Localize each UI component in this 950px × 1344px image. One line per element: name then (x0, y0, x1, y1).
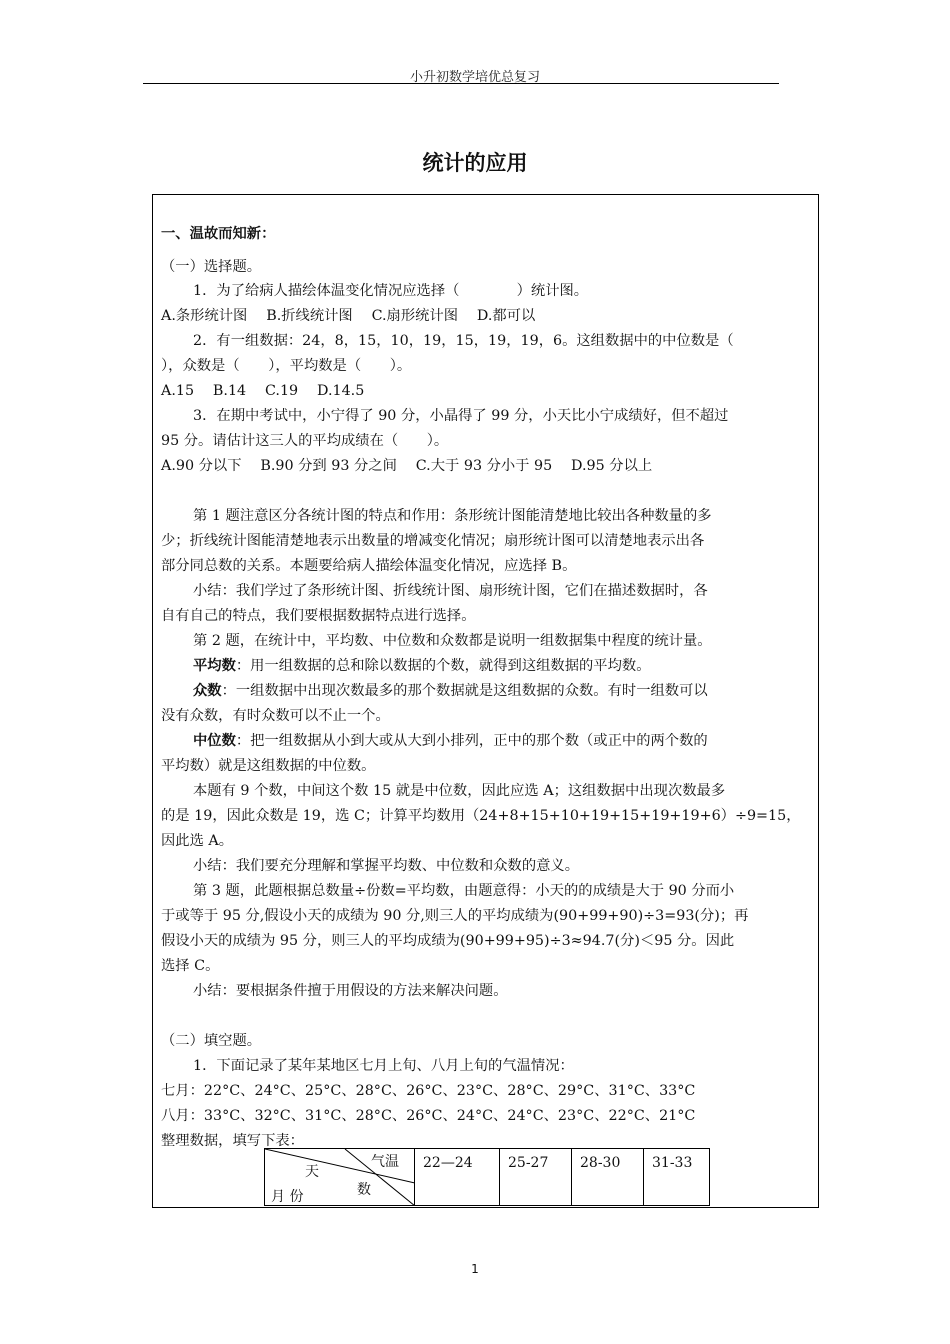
temperature-table (264, 1148, 710, 1206)
def-mode-line1 (193, 681, 708, 701)
question-1: 1．为了给病人描绘体温变化情况应选择（ ）统计图。 (193, 283, 589, 299)
explain-2: 第 2 题，在统计中，平均数、中位数和众数都是说明一组数据集中程度的统计量。 (193, 633, 712, 649)
term-average: 平均数 (193, 658, 236, 674)
table-col-3: 28-30 (572, 1149, 644, 1206)
def-mode-line2: 没有众数，有时众数可以不止一个。 (161, 708, 390, 724)
page-number: 1 (471, 1262, 479, 1276)
def-mode-text: ：一组数据中出现次数最多的那个数据就是这组数据的众数。有时一组数可以 (221, 683, 708, 699)
table-col-1: 22—24 (415, 1149, 500, 1206)
diag-label-month: 月 份 (271, 1189, 304, 1205)
question-2-line1: 2．有一组数据：24，8，15，10，19，15，19，19，6。这组数据中的中位数是（ (193, 333, 734, 349)
question-3-line1: 3．在期中考试中，小宁得了 90 分，小晶得了 99 分，小天比小宁成绩好，但不超过 (193, 408, 729, 424)
diagonal-header-cell (265, 1149, 415, 1206)
explain-3-line3: 假设小天的成绩为 95 分，则三人的平均成绩为(90+99+95)÷3≈94.7(分)＜95 分。因此 (161, 933, 735, 949)
question-2-line2: ），众数是（ ），平均数是（ ）。 (161, 358, 412, 374)
tidy-instruction: 整理数据，填写下表： (161, 1133, 304, 1149)
def-average-text: ：用一组数据的总和除以数据的个数，就得到这组数据的平均数。 (235, 658, 651, 674)
explain-3-line4: 选择 C。 (161, 958, 220, 974)
diag-label-days-a: 天 (305, 1164, 319, 1180)
question-1-options: A.条形统计图 B.折线统计图 C.扇形统计图 D.都可以 (161, 308, 536, 324)
def-average (193, 656, 651, 676)
explain-2b-line3: 因此选 A。 (161, 833, 234, 849)
diag-label-temp: 气温 (371, 1154, 399, 1170)
term-median: 中位数 (193, 733, 236, 749)
def-median-line1 (193, 731, 708, 751)
august-temps: 八月：33°C、32°C、31°C、28°C、26°C、24°C、24°C、23°C、22°C、21°C (161, 1108, 696, 1124)
table-col-4: 31-33 (644, 1149, 710, 1206)
explain-3-line2: 于或等于 95 分,假设小天的成绩为 90 分,则三人的平均成绩为(90+99+90)÷3=93(分)；再 (161, 908, 749, 924)
fill-question-1: 1．下面记录了某年某地区七月上旬、八月上旬的气温情况： (193, 1058, 574, 1074)
def-median-text: ：把一组数据从小到大或从大到小排列，正中的那个数（或正中的两个数的 (235, 733, 708, 749)
table-col-2: 25-27 (500, 1149, 572, 1206)
question-3-options: A.90 分以下 B.90 分到 93 分之间 C.大于 93 分小于 95 D.95 分以上 (161, 458, 653, 474)
section-heading: 一、温故而知新： (161, 226, 276, 242)
explain-1-line1: 第 1 题注意区分各统计图的特点和作用：条形统计图能清楚地比较出各种数量的多 (193, 508, 712, 524)
term-mode: 众数 (193, 683, 222, 699)
header-rule (143, 83, 779, 84)
july-temps: 七月：22°C、24°C、25°C、28°C、26°C、23°C、28°C、29°C、31°C、33°C (161, 1083, 696, 1099)
summary-2: 小结：我们要充分理解和掌握平均数、中位数和众数的意义。 (193, 858, 580, 874)
summary-1-line2: 自有自己的特点，我们要根据数据特点进行选择。 (161, 608, 476, 624)
page-title: 统计的应用 (422, 151, 528, 175)
subsection-fill: （二）填空题。 (161, 1033, 262, 1049)
subsection-choice: （一）选择题。 (161, 259, 262, 275)
explain-1-line3: 部分同总数的关系。本题要给病人描绘体温变化情况，应选择 B。 (161, 558, 577, 574)
def-median-line2: 平均数）就是这组数据的中位数。 (161, 758, 376, 774)
explain-3-line1: 第 3 题，此题根据总数量÷份数=平均数，由题意得：小天的的成绩是大于 90 分而小 (193, 883, 735, 899)
explain-1-line2: 少；折线统计图能清楚地表示出数量的增减变化情况；扇形统计图可以清楚地表示出各 (161, 533, 705, 549)
summary-1-line1: 小结：我们学过了条形统计图、折线统计图、扇形统计图，它们在描述数据时，各 (193, 583, 708, 599)
question-2-options: A.15 B.14 C.19 D.14.5 (161, 383, 365, 399)
explain-2b-line1: 本题有 9 个数，中间这个数 15 就是中位数，因此应选 A；这组数据中出现次数最多 (193, 783, 726, 799)
page-header: 小升初数学培优总复习 (409, 70, 540, 85)
table-header-row (265, 1149, 710, 1206)
diag-label-days-b: 数 (357, 1182, 371, 1198)
question-3-line2: 95 分。请估计这三人的平均成绩在（ ）。 (161, 433, 449, 449)
explain-2b-line2: 的是 19，因此众数是 19，选 C；计算平均数用（24+8+15+10+19+15+19+19+6）÷9=15， (161, 808, 801, 824)
summary-3: 小结：要根据条件擅于用假设的方法来解决问题。 (193, 983, 508, 999)
